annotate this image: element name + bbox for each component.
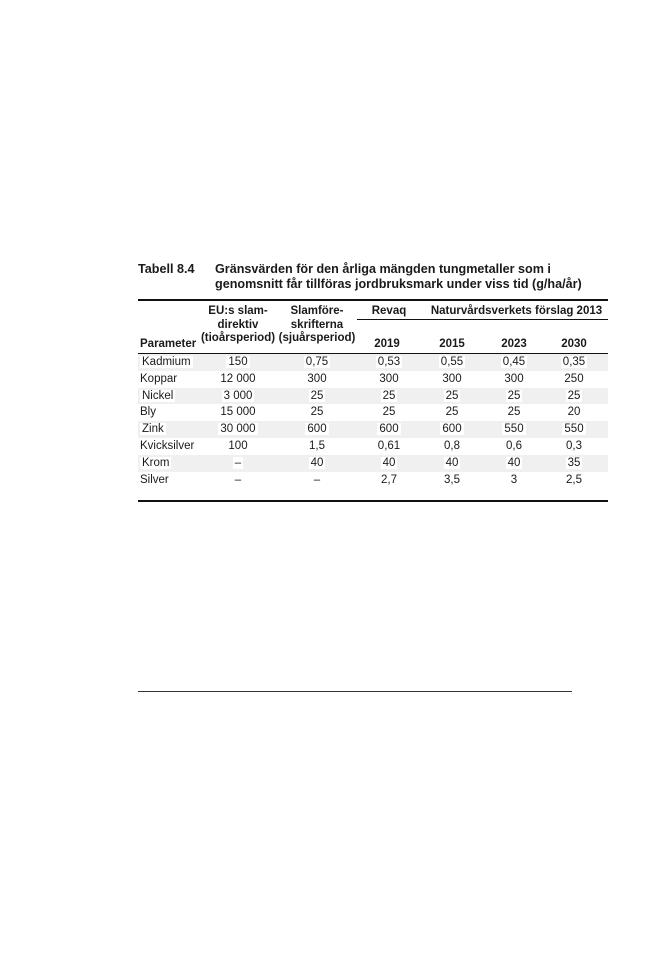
cell-revaq-2019: 2,7 <box>381 473 397 486</box>
caption-text: Gränsvärden för den årliga mängden tungmetaller som i genomsnitt får tillföras jordbruksmark under viss tid (g/ha/år) <box>215 262 582 291</box>
cell-nv-2015: 300 <box>442 372 462 385</box>
cell-slam: 300 <box>307 372 327 385</box>
row-parameter: Koppar <box>140 372 178 385</box>
table-row <box>138 354 608 371</box>
header-eu-line2: direktiv <box>217 318 259 331</box>
table-row <box>138 371 608 388</box>
row-parameter: Bly <box>140 406 156 419</box>
table-row <box>138 455 608 472</box>
header-year-2030: 2030 <box>561 338 587 350</box>
cell-revaq-2019: 40 <box>382 456 396 469</box>
cell-revaq-2019: 25 <box>382 406 396 419</box>
cell-eu: 30 000 <box>220 423 256 436</box>
group-header-rule <box>357 319 608 320</box>
header-slam-line3: (sjuårsperiod) <box>278 332 356 344</box>
table-row <box>138 472 608 489</box>
cell-eu: 100 <box>228 439 248 452</box>
header-naturvardsverket: Naturvårdsverkets förslag 2013 <box>430 305 603 317</box>
cell-nv-2015: 25 <box>445 406 459 419</box>
cell-nv-2030: 2,5 <box>566 473 582 486</box>
header-year-2019: 2019 <box>374 338 400 350</box>
row-parameter: Zink <box>142 423 164 436</box>
cell-nv-2023: 3 <box>510 473 518 486</box>
cell-nv-2015: 0,8 <box>444 439 460 452</box>
cell-slam: – <box>313 473 321 486</box>
cell-eu: 12 000 <box>220 372 256 385</box>
header-slam-line2: skrifterna <box>290 318 344 331</box>
row-parameter: Nickel <box>142 389 174 402</box>
cell-nv-2015: 3,5 <box>444 473 460 486</box>
header-slam-regulations <box>278 305 356 346</box>
table-row <box>138 421 608 438</box>
header-slam-line1: Slamföre- <box>290 305 344 317</box>
cell-eu: – <box>234 456 242 469</box>
row-parameter: Krom <box>142 456 170 469</box>
cell-nv-2030: 250 <box>564 372 584 385</box>
cell-nv-2023: 40 <box>507 456 521 469</box>
header-eu-line1: EU:s slam- <box>208 305 268 317</box>
cell-nv-2015: 0,55 <box>440 356 464 368</box>
cell-nv-2030: 20 <box>567 406 581 419</box>
header-year-2015: 2015 <box>439 338 465 350</box>
cell-eu: – <box>234 473 242 486</box>
table-row <box>138 388 608 405</box>
cell-eu: 150 <box>228 356 248 368</box>
cell-nv-2023: 25 <box>507 406 521 419</box>
footnote-rule <box>138 691 572 692</box>
cell-revaq-2019: 25 <box>382 389 396 402</box>
cell-slam: 25 <box>310 389 324 402</box>
cell-nv-2023: 550 <box>504 423 524 436</box>
cell-slam: 40 <box>310 456 324 469</box>
cell-slam: 25 <box>310 406 324 419</box>
header-revaq: Revaq <box>371 305 407 317</box>
cell-nv-2023: 25 <box>507 389 521 402</box>
cell-nv-2023: 300 <box>504 372 524 385</box>
header-parameter: Parameter <box>140 338 197 350</box>
table-bottom-rule <box>138 500 608 502</box>
cell-revaq-2019: 0,53 <box>377 356 401 368</box>
table-row <box>138 404 608 421</box>
cell-revaq-2019: 0,61 <box>377 439 401 452</box>
cell-nv-2030: 0,3 <box>566 439 582 452</box>
cell-revaq-2019: 300 <box>379 372 399 385</box>
cell-nv-2015: 40 <box>445 456 459 469</box>
table-body <box>138 354 608 488</box>
cell-nv-2023: 0,6 <box>506 439 522 452</box>
cell-slam: 600 <box>307 423 327 436</box>
cell-slam: 1,5 <box>309 439 325 452</box>
row-parameter: Kadmium <box>142 356 191 368</box>
header-eu-line3: (tioårsperiod) <box>200 332 276 344</box>
header-eu-directive <box>198 305 278 346</box>
cell-nv-2015: 600 <box>442 423 462 436</box>
cell-nv-2030: 35 <box>567 456 581 469</box>
row-parameter: Kvicksilver <box>140 439 195 452</box>
cell-nv-2030: 550 <box>564 423 584 436</box>
header-year-2023: 2023 <box>501 338 527 350</box>
cell-revaq-2019: 600 <box>379 423 399 436</box>
cell-nv-2023: 0,45 <box>502 356 526 368</box>
row-parameter: Silver <box>140 473 169 486</box>
table-top-rule <box>138 299 608 301</box>
cell-nv-2015: 25 <box>445 389 459 402</box>
caption-label: Tabell 8.4 <box>138 262 195 276</box>
table-row <box>138 438 608 455</box>
cell-nv-2030: 25 <box>567 389 581 402</box>
cell-slam: 0,75 <box>305 356 329 368</box>
cell-nv-2030: 0,35 <box>562 356 586 368</box>
cell-eu: 15 000 <box>220 406 256 419</box>
cell-eu: 3 000 <box>223 389 253 402</box>
